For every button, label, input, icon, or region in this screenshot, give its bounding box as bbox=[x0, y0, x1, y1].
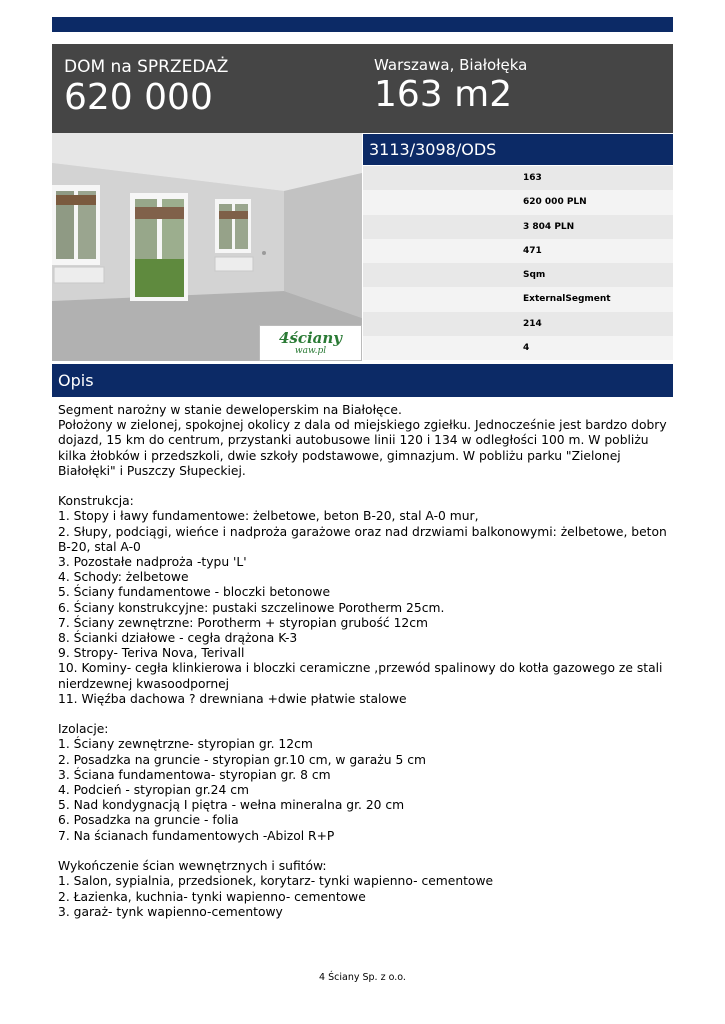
listing-area: 163 m2 bbox=[374, 74, 513, 115]
listing-type: DOM na SPRZEDAŻ bbox=[64, 57, 229, 77]
listing-header bbox=[52, 44, 673, 133]
details-row bbox=[363, 239, 673, 263]
details-value: 620 000 PLN bbox=[523, 197, 587, 208]
agency-logo bbox=[259, 325, 362, 361]
reference-number: 3113/3098/ODS bbox=[363, 134, 673, 165]
details-row bbox=[363, 190, 673, 214]
details-value: ExternalSegment bbox=[523, 294, 611, 305]
description-text: Segment narożny w stanie deweloperskim na Białołęce. Położony w zielonej, spokojnej okolicy z dala od miejskiego zgiełku. Jednocześnie jest bardzo dobry dojazd, 15 km do centrum, przystanki autobusowe linii 120 i 134 w odległości 100 m. W pobliżu kilka żłobków i przedszkoli, dwie szkoły podstawowe, gimnazjum. W pobliżu parku "Zielonej Białołęki" i Puszczy Słupeckiej. Konstrukcja: 1. Stopy i ławy fundamentowe: żelbetowe, beton B-20, stal A-0 mur, 2. Słupy, podciągi, wieńce i nadproża garażowe oraz nad drzwiami balkonowymi: żelbetowe, beton B-20, stal A-0 3. Pozostałe nadproża -typu 'L' 4. Schody: żelbetowe 5. Ściany fundamentowe - bloczki betonowe 6. Ściany konstrukcyjne: pustaki szczelinowe Porotherm 25cm. 7. Ściany zewnętrzne: Porotherm + styropian grubość 12cm 8. Ścianki działowe - cegła drążona K-3 9. Stropy- Teriva Nova, Terivall 10. Kominy- cegła klinkierowa i bloczki ceramiczne ,przewód spalinowy do kotła gazowego ze stali nierdzewnej kwasoodpornej 11. Więźba dachowa ? drewniana +dwie płatwie stalowe Izolacje: 1. Ściany zewnętrzne- styropian gr. 12cm 2. Posadzka na gruncie - styropian gr.10 cm, w garażu 5 cm 3. Ściana fundamentowa- styropian gr. 8 cm 4. Podcień - styropian gr.24 cm 5. Nad kondygnacją I piętra - wełna mineralna gr. 20 cm 6. Posadzka na gruncie - folia 7. Na ścianach fundamentowych -Abizol R+P Wykończenie ścian wewnętrznych i sufitów: 1. Salon, sypialnia, przedsionek, korytarz- tynki wapienno- cementowe 2. Łazienka, kuchnia- tynki wapienno- cementowe 3. garaż- tynk wapienno-cementowy bbox=[58, 403, 667, 919]
logo-main-text: 4ściany bbox=[278, 328, 343, 347]
details-value: 4 bbox=[523, 343, 530, 354]
section-title: Opis bbox=[52, 364, 673, 397]
details-row bbox=[363, 166, 673, 190]
details-row bbox=[363, 312, 673, 336]
details-value: 214 bbox=[523, 318, 542, 329]
details-row bbox=[363, 287, 673, 311]
listing-location: Warszawa, Białołęka bbox=[374, 56, 528, 74]
details-row bbox=[363, 336, 673, 360]
details-value: 471 bbox=[523, 245, 542, 256]
logo-sub-text: waw.pl bbox=[294, 345, 327, 356]
details-row bbox=[363, 263, 673, 287]
footer-company: 4 Ściany Sp. z o.o. bbox=[319, 972, 406, 983]
details-table bbox=[363, 166, 673, 360]
details-value: Sqm bbox=[523, 270, 546, 281]
details-row bbox=[363, 215, 673, 239]
top-bar bbox=[52, 17, 673, 32]
listing-price: 620 000 bbox=[64, 77, 213, 118]
details-value: 163 bbox=[523, 173, 542, 183]
details-value: 3 804 PLN bbox=[523, 221, 575, 232]
